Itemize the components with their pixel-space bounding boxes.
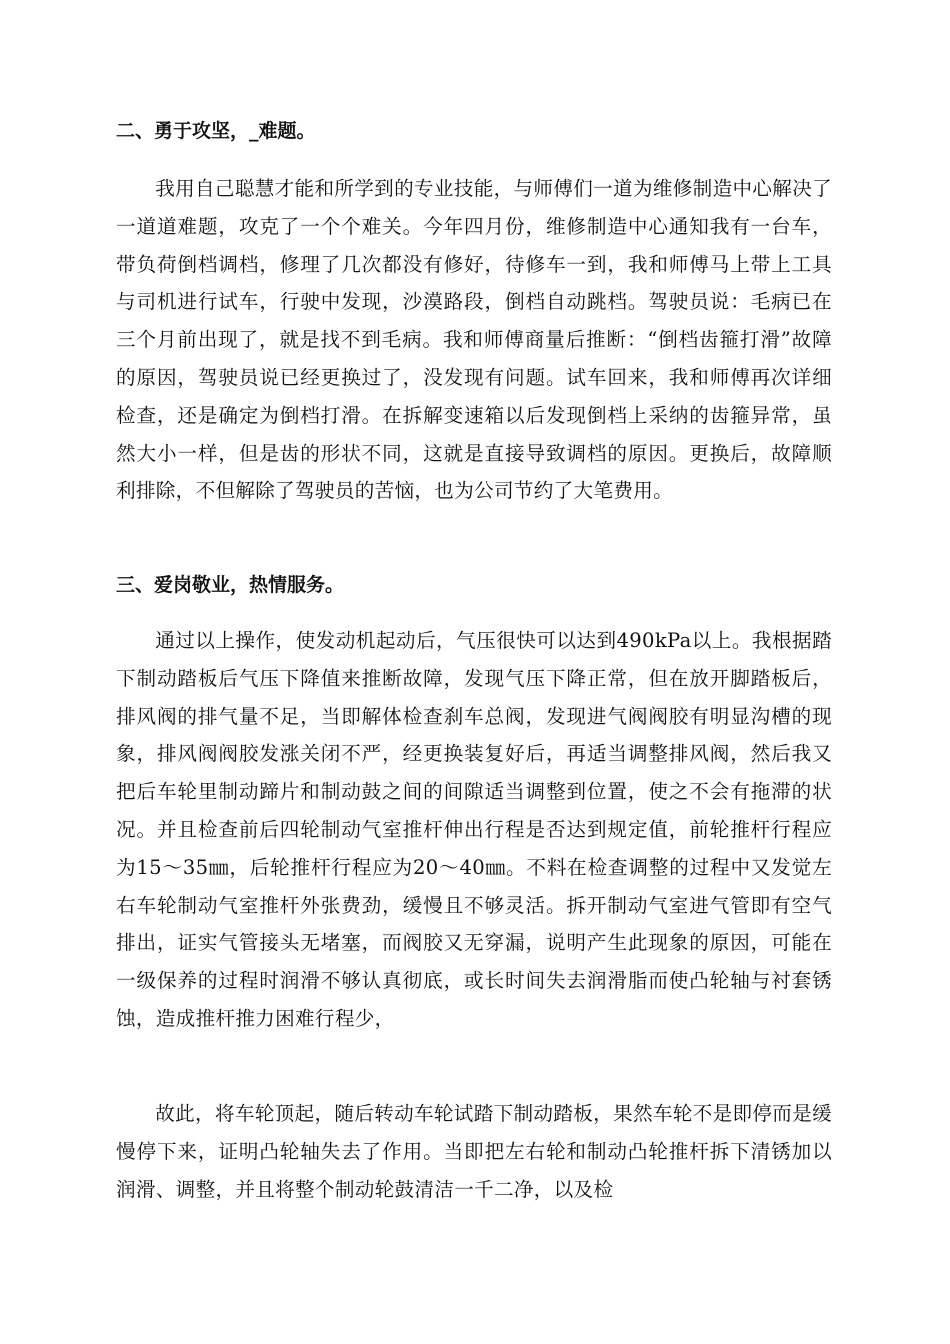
section-2-paragraph: 我用自己聪慧才能和所学到的专业技能，与师傅们一道为维修制造中心解决了一道道难题，攻克了一个个难关。今年四月份，维修制造中心通知我有一台车，带负荷倒档调档，修理了几次都没有修好，待修车一到，我和师傅马上带上工具与司机进行试车，行驶中发现，沙漠路段，倒档自动跳档。驾驶员说：毛病已在三个月前出现了，就是找不到毛病。我和师傅商量后推断：“倒档齿箍打滑”故障的原因，驾驶员说已经更换过了，没发现有问题。试车回来，我和师傅再次详细检查，还是确定为倒档打滑。在拆解变速箱以后发现倒档上采纳的齿箍异常，虽然大小一样，但是齿的形状不同，这就是直接导致调档的原因。更换后，故障顺利排除，不但解除了驾驶员的苦恼，也为公司节约了大笔费用。: [116, 177, 832, 503]
section-heading-2: 二、勇于攻坚，_难题。: [116, 120, 316, 142]
section-3-paragraph-2: 故此，将车轮顶起，随后转动车轮试踏下制动踏板，果然车轮不是即停而是缓慢停下来，证明凸轮轴失去了作用。当即把左右轮和制动凸轮推杆拆下清锈加以润滑、调整，并且将整个制动轮鼓清洁一千二净，以及检: [116, 1102, 832, 1201]
section-3-paragraph-1: 通过以上操作，使发动机起动后，气压很快可以达到490kPa以上。我根据踏下制动踏板后气压下降值来推断故障，发现气压下降正常，但在放开脚踏板后，排风阀的排气量不足，当即解体检查刹车总阀，发现进气阀阀胶有明显沟槽的现象，排风阀阀胶发涨关闭不严，经更换装复好后，再适当调整排风阀，然后我又把后车轮里制动蹄片和制动鼓之间的间隙适当调整到位置，使之不会有拖滞的状况。并且检查前后四轮制动气室推杆伸出行程是否达到规定值，前轮推杆行程应为15～35㎜，后轮推杆行程应为20～40㎜。不料在检查调整的过程中又发觉左右车轮制动气室推杆外张费劲，缓慢且不够灵活。拆开制动气室进气管即有空气排出，证实气管接头无堵塞，而阀胶又无穿漏，说明产生此现象的原因，可能在一级保养的过程时润滑不够认真彻底，或长时间失去润滑脂而使凸轮轴与衬套锈蚀，造成推杆推力困难行程少，: [116, 629, 832, 1030]
section-heading-3: 三、爱岗敬业，热情服务。: [116, 574, 345, 596]
